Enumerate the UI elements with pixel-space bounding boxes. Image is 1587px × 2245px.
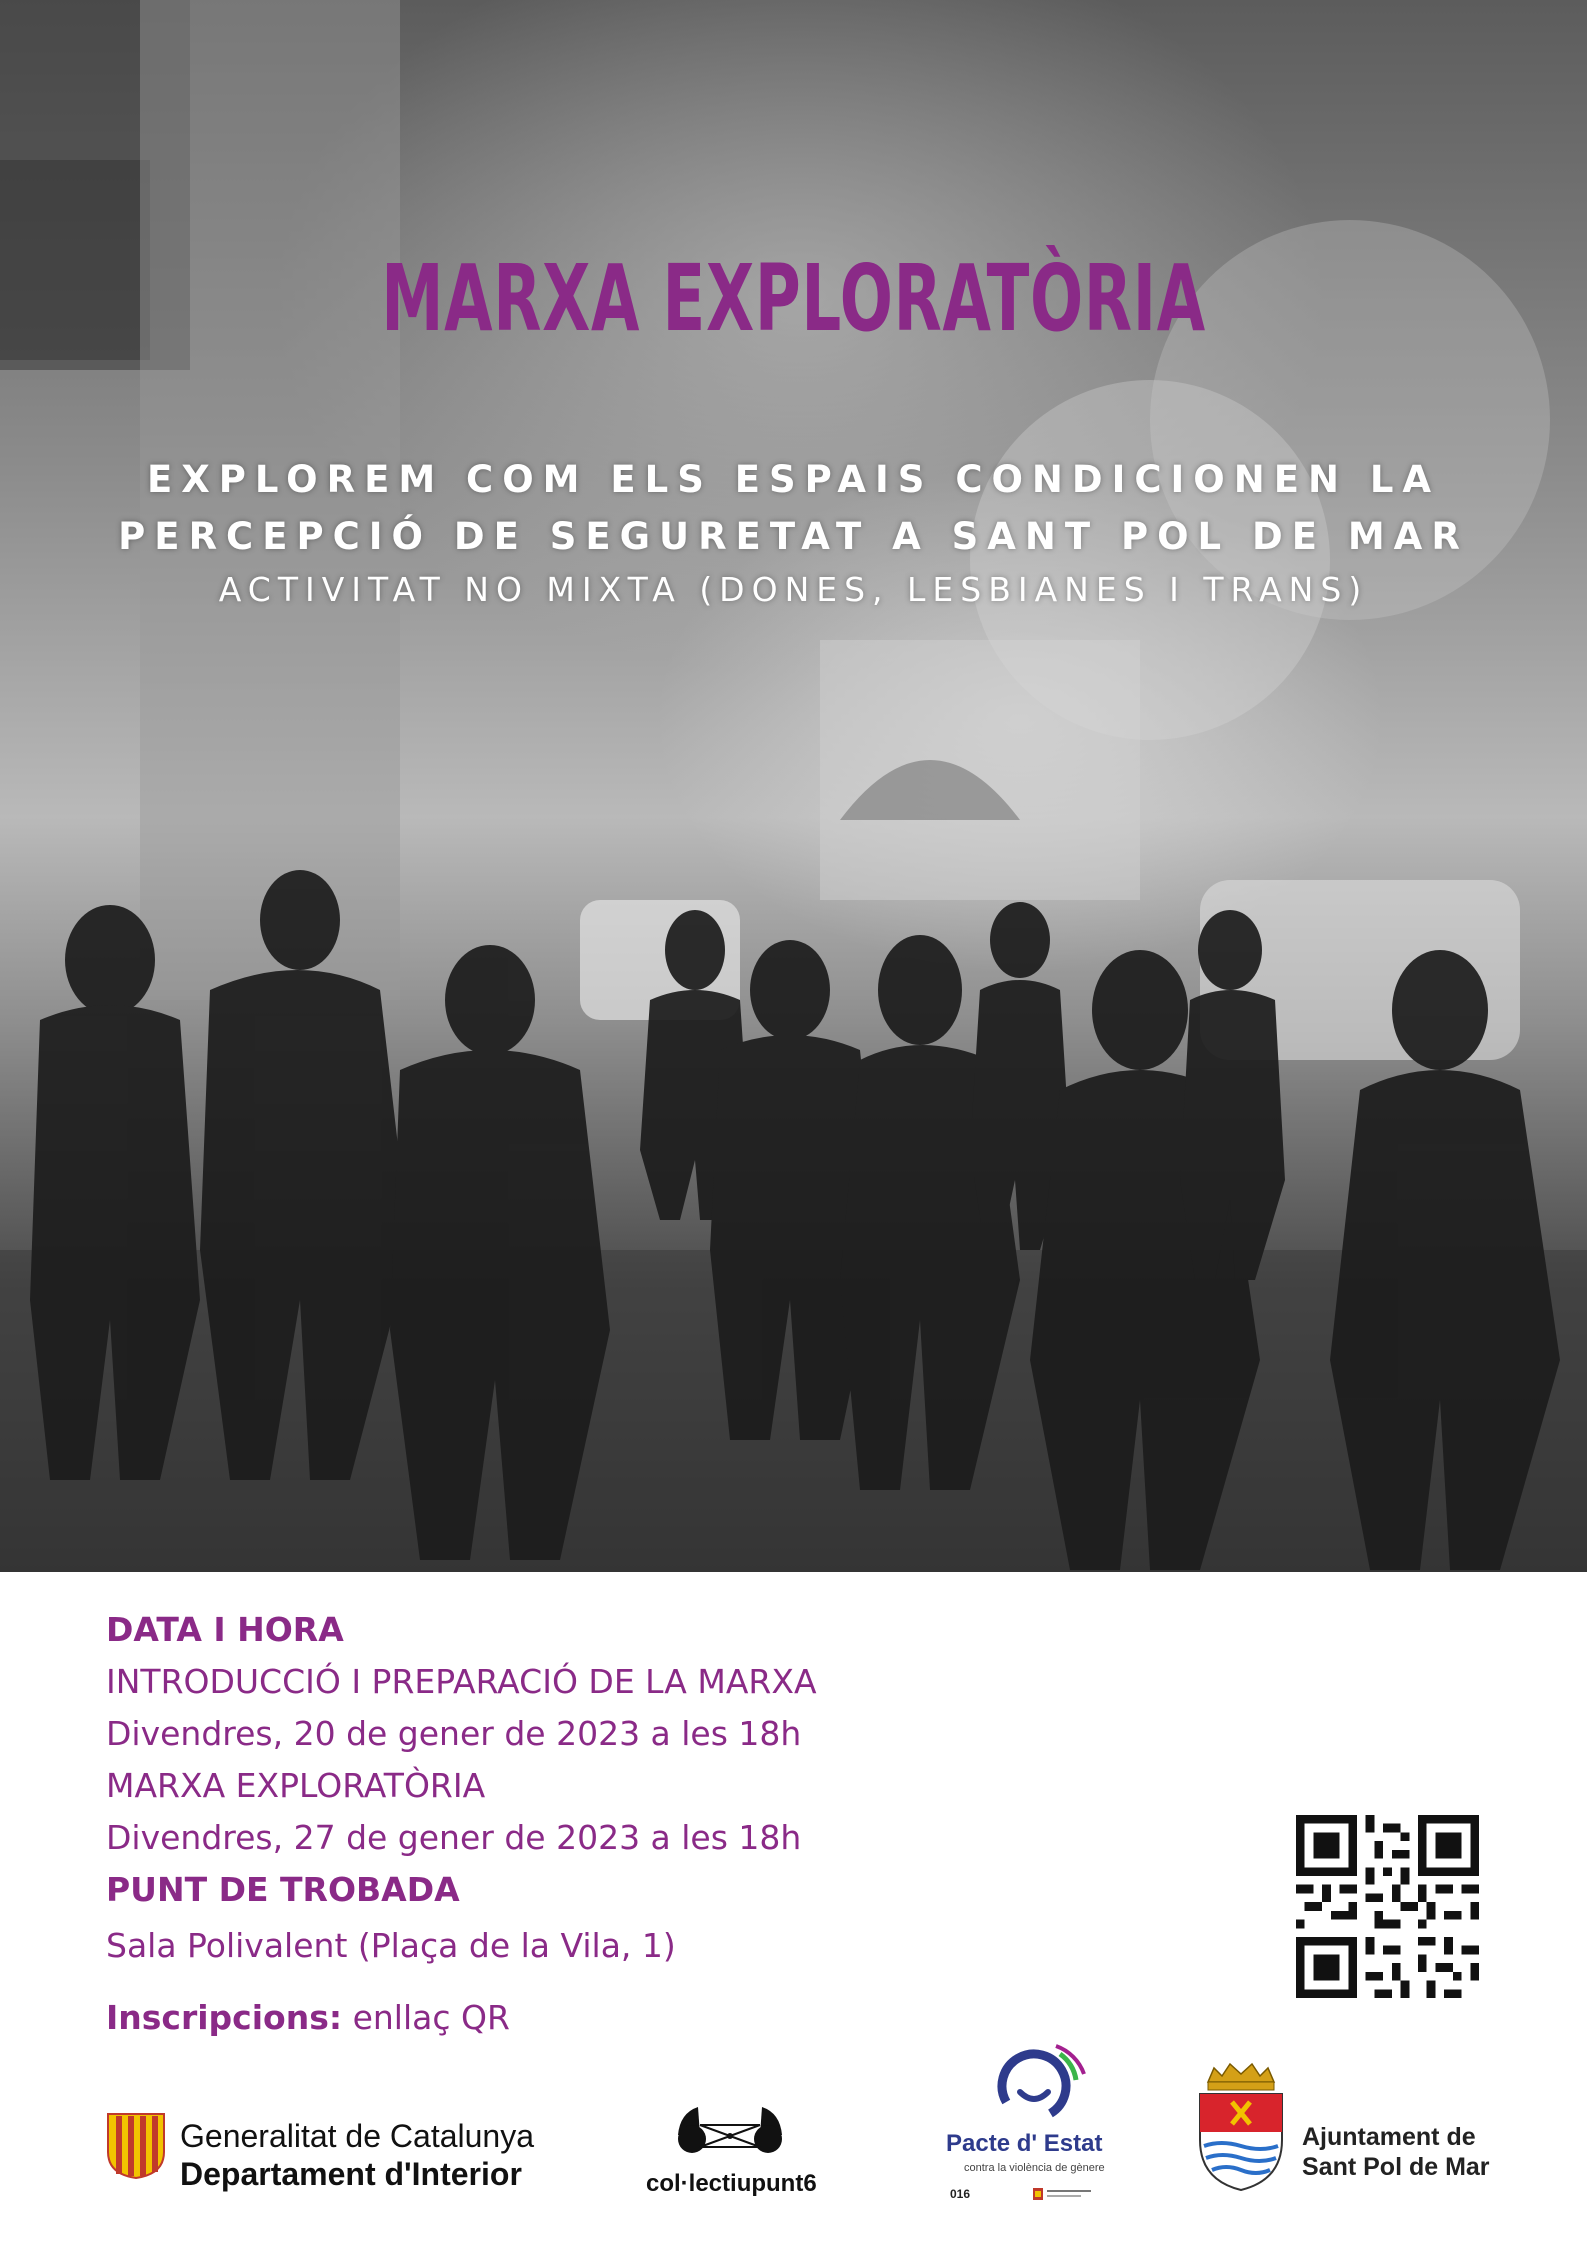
registration-value: enllaç QR — [352, 1998, 510, 2037]
collectiu-punt6-logo-icon — [670, 2095, 790, 2165]
meeting-place: Sala Polivalent (Plaça de la Vila, 1) — [106, 1926, 676, 1965]
session2-name: MARXA EXPLORATÒRIA — [106, 1766, 486, 1805]
ajuntament-line-1: Ajuntament de — [1302, 2123, 1476, 2151]
pacte-estat-logo-icon — [990, 2040, 1090, 2130]
generalitat-line-1: Generalitat de Catalunya — [180, 2118, 534, 2154]
registration-label: Inscripcions: — [106, 1998, 343, 2037]
event-title: MARXA EXPLORATÒRIA — [381, 245, 1206, 352]
session2-date: Divendres, 27 de gener de 2023 a les 18h — [106, 1818, 802, 1857]
spain-government-emblem-icon — [1033, 2186, 1093, 2202]
registration-line — [106, 1998, 510, 2037]
date-heading: DATA I HORA — [106, 1610, 344, 1649]
collectiu-wordmark: col·lectiupunt6 — [646, 2170, 817, 2197]
generalitat-wordmark — [180, 2117, 534, 2193]
session1-date: Divendres, 20 de gener de 2023 a les 18h — [106, 1714, 802, 1753]
ajuntament-wordmark — [1302, 2122, 1490, 2182]
session1-name: INTRODUCCIÓ I PREPARACIÓ DE LA MARXA — [106, 1662, 817, 1701]
sant-pol-coat-of-arms-icon — [1196, 2062, 1286, 2192]
registration-qr-code[interactable] — [1296, 1815, 1479, 1998]
pacte-wordmark: Pacte d' Estat — [946, 2130, 1103, 2157]
generalitat-logo-icon — [106, 2112, 166, 2180]
generalitat-line-2: Departament d'Interior — [180, 2156, 522, 2192]
subtitle-line-1: EXPLOREM COM ELS ESPAIS CONDICIONEN LA — [146, 458, 1441, 501]
ajuntament-line-2: Sant Pol de Mar — [1302, 2153, 1490, 2181]
pacte-phone: 016 — [950, 2187, 971, 2201]
subtitle-line-3: ACTIVITAT NO MIXTA (DONES, LESBIANES I TRANS) — [218, 570, 1369, 609]
subtitle-line-2: PERCEPCIÓ DE SEGURETAT A SANT POL DE MAR — [118, 515, 1469, 558]
pacte-subtitle: contra la violència de gènere — [964, 2162, 1105, 2174]
place-heading: PUNT DE TROBADA — [106, 1870, 460, 1909]
